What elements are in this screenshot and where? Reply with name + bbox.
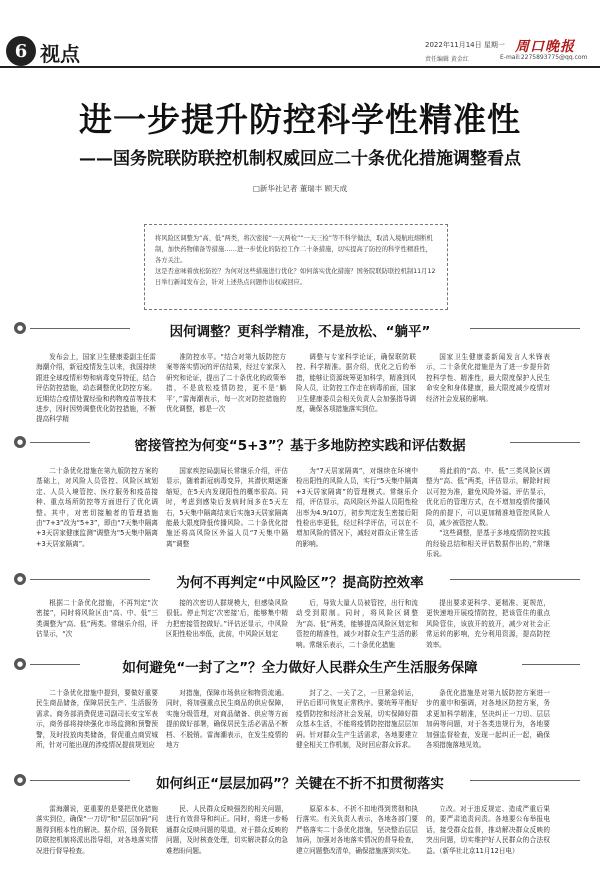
section-rule — [470, 328, 580, 329]
lead-box — [144, 224, 448, 310]
lead-paragraph: 这是否意味着放松防控？为何对这些措施进行优化？如何落实优化措施？国务院联防联控机制11月12日举行新闻发布会，针对上述热点问题作出权威回应。 — [155, 268, 436, 286]
section-title: 如何避免“一封了之”？全力做好人民群众生产生活服务保障 — [122, 660, 478, 676]
section-1-column-2: 准防控水平。“结合对第九版防控方案等落实情况的评估结果，经过专家深入研究和论证，提出了二十条优化的政策举措，不是放松疫情防控，更不是‘躺平’，”雷海潮表示，每一次对防控措施的优化调整，都是一次 — [166, 353, 286, 414]
section-marker-5: ● — [14, 774, 26, 786]
section-3-column-4: 提出要求更科学、更精准、更规范，更快速地开展疫情防控，把该管住的重点风险管住，该放开的放开，减少对社会正常运转的影响，充分利用资源，提高防控效率。 — [426, 599, 550, 649]
page-number-badge — [6, 36, 36, 66]
section-title: 为何不再判定“中风险区”？提高防控效率 — [176, 575, 424, 591]
section-1-column-4: 国家卫生健康委新闻发言人米锋表示，二十条优化措施是为了进一步提升防控科学性、精准性，最大限度保护人民生命安全和身体健康，最大限度减少疫情对经济社会发展的影响。 — [426, 353, 550, 403]
section-2-column-4: 将此前的“高、中、低”三类风险区调整为“高、低”两类，评估显示，解除时间以可控为准，避免风险外溢。评估显示，优化后的管理方式，在不增加疫情传播风险的前提下，可以更加精准地管控风险人员，减少被管控人数。 “这些调整，是基于多地疫情防控实践的经验总结和相关评估数据作出的，”常继乐说。 — [426, 467, 550, 559]
section-4-column-4: 条优化措施是对第九版防控方案进一步的重申和强调，对各地区防控方案，务求更加科学精准，坚决纠正一刀切、层层加码等问题，对于各类违规行为，各地要加强监督检查，发现一起纠正一起，确保各项措施落地见效。 — [426, 689, 550, 750]
section-2-column-3: 为“7天居家隔离”，对继续在环境中检出阳性的风险人员，实行“5天集中隔离+3天居家隔离”的管理模式。常继乐介绍，评估显示，高风险区外溢人员阳性检出率为4.9/10万，初步判定发生密接后阳性检出率更低，经过科学评估，可以在不增加风险的情况下，减轻对群众正常生活的影响。 — [296, 467, 418, 548]
section-4-column-2: 对措施，保障市场供应和物资流通。同时，将加强重点民生商品的供应保障，实施分级管理，对商品储备、供应等方面提前做好部署，确保居民生活必需品不断档、不脱销。雷海潮表示，在发生疫情的地方 — [166, 689, 288, 750]
newspaper-logo: 周口晚报 — [515, 39, 575, 55]
section-5-column-2: 民、人民群众反映强烈的相关问题，进行有效督导和纠正。同时，将进一步畅通群众反映问题的渠道，对于群众反映的问题，及时核查处理，切实解决群众的急难愁盼问题。 — [166, 805, 288, 855]
issue-date: 2022年11月14日 星期一 — [425, 41, 505, 49]
headline: 进一步提升防控科学性精准性 — [79, 100, 521, 139]
section-marker-1: ● — [14, 322, 26, 334]
section-title: 如何纠正“层层加码”？关键在不折不扣贯彻落实 — [156, 776, 444, 792]
section-5-column-4: 立改。对于违反规定、造成严重后果的，要严肃追责问责。各地要公布举报电话，接受群众监督，推动解决群众反映的突出问题，切实维护好人民群众的合法权益。（新华社北京11月12日电） — [426, 805, 550, 855]
section-3-column-2: 接的次密切人群规模大，但感染风险很低。停止判定‘次密接’后，能够集中精力把密接管控做好。”评估还显示，中风险区阳性检出率低，此前，中风险区划定 — [166, 599, 288, 639]
section-marker-3: ● — [14, 573, 26, 585]
section-5-column-3: 原原本本、不折不扣地得到贯彻和执行落实。有关负责人表示，各地各部门要严格落实二十条优化措施，坚决整治层层加码，加强对各地落实情况的督导检查，建立问题整改清单，确保措施落到实处。 — [296, 805, 418, 855]
section-5-column-1: 雷海潮说，更重要的是要把优化措施落实到位，确保“一刀切”和“层层加码”问题得到根本性的解决。据介绍，国务院联防联控机制将派出指导组，对各地落实情况进行督导检查。 — [36, 805, 158, 855]
contact-email: E-mail:2275893775@qq.com — [500, 54, 588, 61]
masthead-rule — [0, 66, 600, 68]
subheadline: ——国务院联防联控机制权威回应二十条优化措施调整看点 — [79, 149, 521, 169]
section-1-column-3: 调整与专家科学论证，确保联防联控、科学精准。据介绍，优化之后的举措，能够让资源统筹更加科学，精准到风险人员，让防控工作走在病毒前面，国家卫生健康委员会相关负责人会加强指导调度，确保各项措施落实到位。 — [296, 353, 416, 414]
section-3-column-3: 后，导致大量人员被管控，出行和流动受到限制。同时，将风险区调整为“高、低”两类，能够提高风险区划定和管控的精准性，减少对群众生产生活的影响。常继乐表示，二十条优化措施 — [296, 599, 418, 649]
section-title: 因何调整？更科学精准，不是放松、“躺平” — [169, 324, 431, 340]
section-marker-2: ● — [14, 436, 26, 448]
section-rule — [450, 579, 580, 580]
section-2-column-2: 国家疾控局副局长常继乐介绍，评估显示，随着新冠病毒变异，其潜伏期逐渐缩短，在5天内发现阳性的概率很高。同时，考虑到感染后发病时间多在5天左右，5天集中隔离结束后实施3天居家隔离能最大限度降低传播风险。二十条优化措施还将高风险区外溢人员“7天集中隔离”调整 — [166, 467, 288, 548]
page-number: 6 — [14, 40, 28, 62]
section-2-column-1: 二十条优化措施在第九版防控方案的基础上，对风险人员管控、风险区域划定、人员入境管控、医疗服务和疫苗接种、重点场所防控等方面进行了优化调整。其中，对密切接触者的管理措施由“7+3”改为“5+3”，即由“7天集中隔离+3天居家健康监测”调整为“5天集中隔离+3天居家隔离”。 — [36, 467, 158, 548]
section-name: 视点 — [40, 42, 80, 66]
section-marker-4: ● — [14, 658, 26, 670]
section-3-column-1: 根据二十条优化措施，不再判定“次密接”，同时将风险区由“高、中、低”三类调整为“高、低”两类。常继乐介绍，评估显示，“次 — [36, 599, 158, 639]
section-rule — [470, 780, 580, 781]
section-1-column-1: 发布会上，国家卫生健康委副主任雷海潮介绍，新冠疫情发生以来，我国持续跟进全球疫情形势和病毒变异特征，结合评估防控措施，动态调整优化防控方案。近期结合疫情处置经验和药物疫苗等技术进步，因时因势调整优化防控措施，不断提高科学精 — [36, 353, 156, 424]
section-4-column-3: 封了之、一关了之，一旦紧急转运，评估后即可恢复正常秩序。要统筹平衡好疫情防控和经济社会发展，切实保障好群众基本生活，不能将疫情防控措施层层加码。针对群众生产生活需求，各地要建立健全相关工作机制，及时回应群众诉求。 — [296, 689, 418, 750]
editor-credit: 责任编辑 黄金红 — [425, 56, 469, 63]
lead-paragraph: 将风险区调整为“高、低”两类，将次密接“一天两检”“一天三检”等不科学做法，取消入境航班熔断机制，加快药物储备等措施……进一步优化的防控工作二十条措施，切实提高了防控的科学性精准性，各方关注。 — [155, 235, 433, 264]
section-title: 密接管控为何变“5+3”？基于多地防控实践和评估数据 — [134, 438, 466, 454]
section-rule — [510, 442, 580, 443]
section-4-column-1: 二十条优化措施中提到，要做好重要民生商品储备，保障居民生产、生活服务需求。商务部消费促进司副司长安宝军表示，商务部将持续强化市场监测和预警预警，及时投放肉类储备，督促重点商贸城所，针对可能出现的涉疫情况提前规划应 — [36, 689, 158, 750]
section-rule — [522, 664, 580, 665]
byline: □新华社记者 董瑞丰 顾天成 — [252, 184, 348, 193]
